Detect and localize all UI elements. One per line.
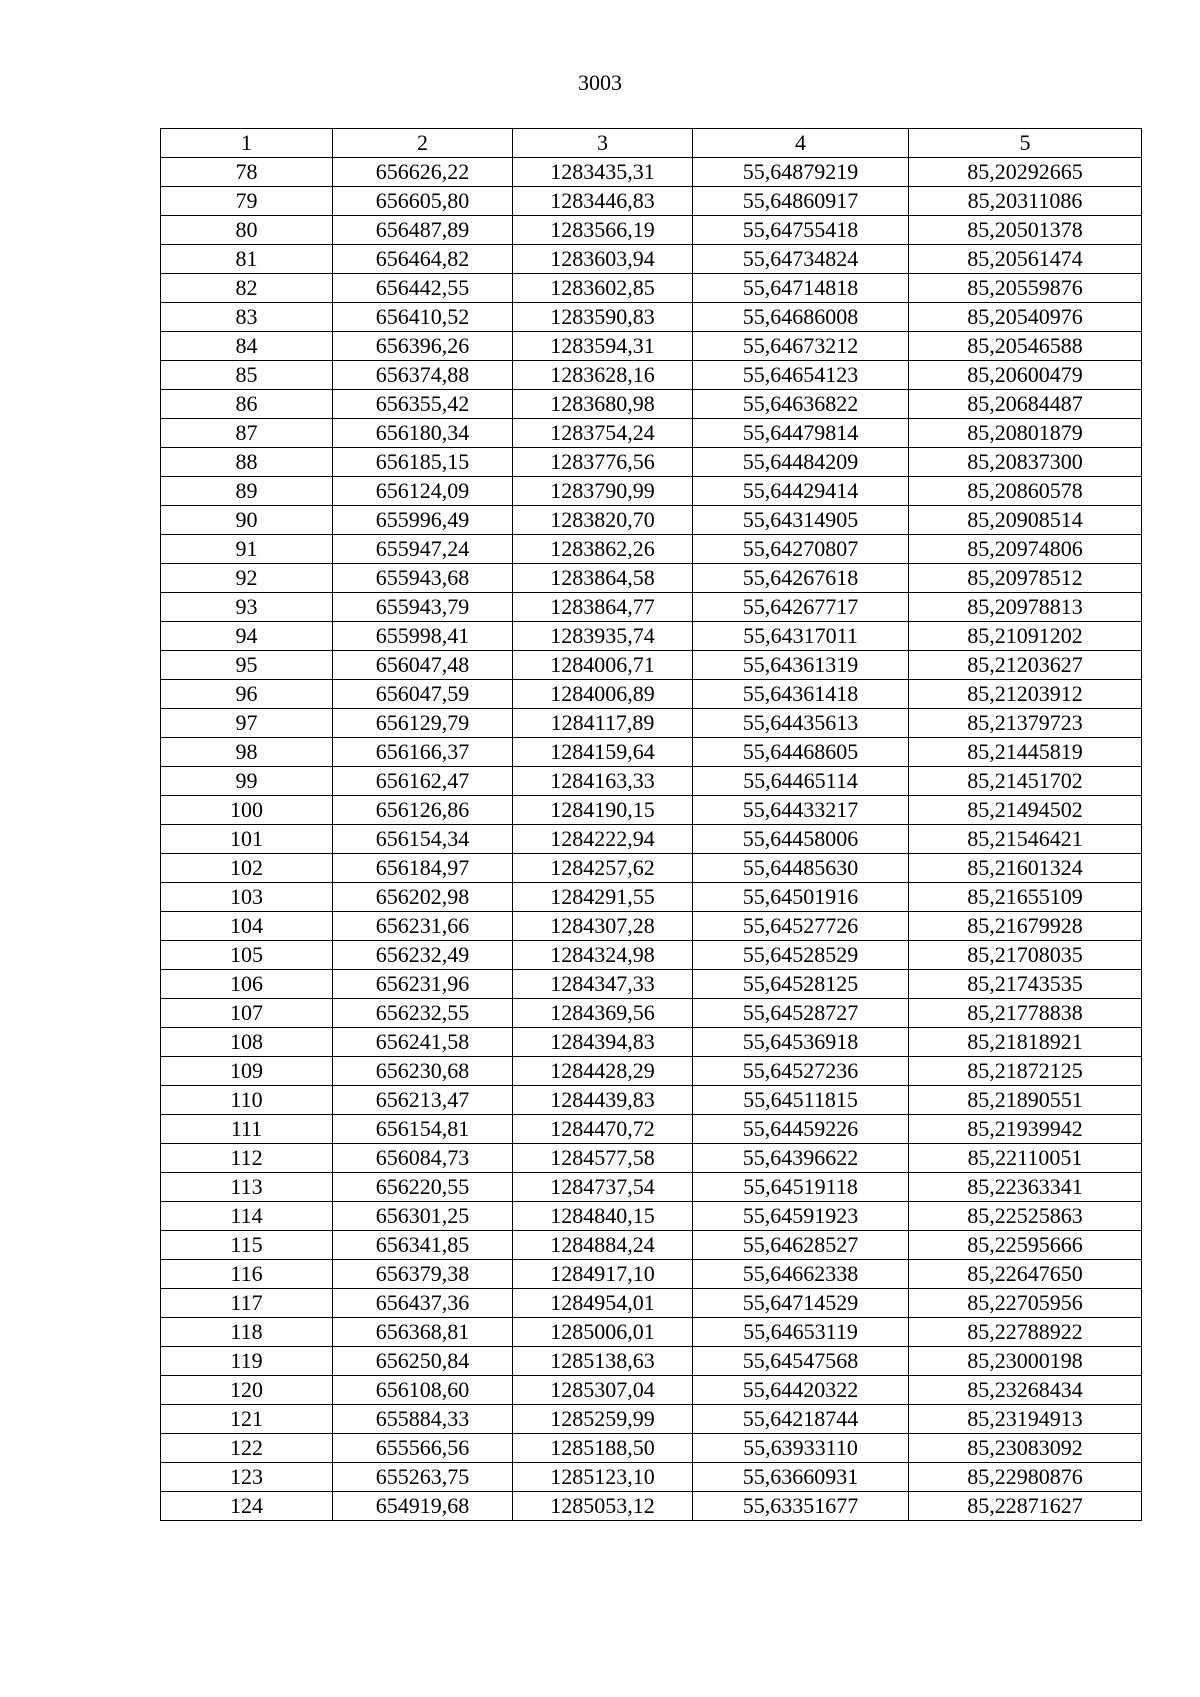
table-row [161,448,1142,477]
table-row [161,593,1142,622]
table-row [161,1318,1142,1347]
table-cell: 656154,34 [333,825,513,854]
table-cell: 55,64468605 [693,738,909,767]
table-cell: 55,64879219 [693,158,909,187]
table-row [161,419,1142,448]
table-cell: 655566,56 [333,1434,513,1463]
table-cell: 656374,88 [333,361,513,390]
table-cell: 85,21939942 [909,1115,1142,1144]
table-cell: 85,20978512 [909,564,1142,593]
table-cell: 656437,36 [333,1289,513,1318]
table-cell: 85,22595666 [909,1231,1142,1260]
table-cell: 85,20978813 [909,593,1142,622]
table-cell: 1284117,89 [513,709,693,738]
table-cell: 55,64860917 [693,187,909,216]
table-row [161,158,1142,187]
table-cell: 85,20684487 [909,390,1142,419]
table-cell: 1283446,83 [513,187,693,216]
table-cell: 656379,38 [333,1260,513,1289]
table-cell: 1284347,33 [513,970,693,999]
table-row [161,709,1142,738]
table-row [161,1405,1142,1434]
table-row [161,1173,1142,1202]
table-cell: 656185,15 [333,448,513,477]
table-row [161,970,1142,999]
table-cell: 1283864,77 [513,593,693,622]
table-cell: 1283602,85 [513,274,693,303]
table-cell: 85,23000198 [909,1347,1142,1376]
table-cell: 85,21743535 [909,970,1142,999]
table-row [161,1115,1142,1144]
table-cell: 85 [161,361,333,390]
table-cell: 656626,22 [333,158,513,187]
table-cell: 656487,89 [333,216,513,245]
table-body [161,158,1142,1521]
table-cell: 124 [161,1492,333,1521]
coordinates-table [160,128,1142,1521]
table-cell: 1283935,74 [513,622,693,651]
table-cell: 55,64218744 [693,1405,909,1434]
table-cell: 90 [161,506,333,535]
table-cell: 55,64734824 [693,245,909,274]
table-row [161,1057,1142,1086]
table-cell: 85,23268434 [909,1376,1142,1405]
table-row [161,1376,1142,1405]
table-cell: 85,22980876 [909,1463,1142,1492]
table-cell: 55,64653119 [693,1318,909,1347]
table-cell: 85,22871627 [909,1492,1142,1521]
table-cell: 103 [161,883,333,912]
table-cell: 655263,75 [333,1463,513,1492]
table-cell: 85,21445819 [909,738,1142,767]
table-row [161,1202,1142,1231]
table-cell: 55,64361319 [693,651,909,680]
table-cell: 55,64501916 [693,883,909,912]
table-cell: 55,64714529 [693,1289,909,1318]
table-cell: 55,64429414 [693,477,909,506]
table-cell: 55,64314905 [693,506,909,535]
table-row [161,506,1142,535]
table-row [161,1347,1142,1376]
table-cell: 85,20501378 [909,216,1142,245]
table-row [161,274,1142,303]
table-row [161,1231,1142,1260]
table-cell: 656220,55 [333,1173,513,1202]
table-cell: 1283680,98 [513,390,693,419]
table-cell: 85,21546421 [909,825,1142,854]
table-row [161,883,1142,912]
table-cell: 55,63933110 [693,1434,909,1463]
table-cell: 112 [161,1144,333,1173]
table-cell: 85,21451702 [909,767,1142,796]
table-cell: 80 [161,216,333,245]
table-cell: 55,63351677 [693,1492,909,1521]
table-cell: 97 [161,709,333,738]
table-cell: 656396,26 [333,332,513,361]
table-cell: 102 [161,854,333,883]
table-cell: 114 [161,1202,333,1231]
table-header-row [161,129,1142,158]
table-cell: 1284291,55 [513,883,693,912]
table-cell: 1284006,71 [513,651,693,680]
table-row [161,1289,1142,1318]
table-cell: 85,20837300 [909,448,1142,477]
table-cell: 95 [161,651,333,680]
table-cell: 1284840,15 [513,1202,693,1231]
table-cell: 94 [161,622,333,651]
table-cell: 99 [161,767,333,796]
table-cell: 1284159,64 [513,738,693,767]
table-cell: 122 [161,1434,333,1463]
table-cell: 656241,58 [333,1028,513,1057]
table-cell: 85,22705956 [909,1289,1142,1318]
table-cell: 83 [161,303,333,332]
table-cell: 55,64459226 [693,1115,909,1144]
table-cell: 116 [161,1260,333,1289]
table-cell: 55,64267717 [693,593,909,622]
table-cell: 101 [161,825,333,854]
table-cell: 1283566,19 [513,216,693,245]
table-cell: 656464,82 [333,245,513,274]
table-cell: 79 [161,187,333,216]
table-cell: 85,20561474 [909,245,1142,274]
table-cell: 1284394,83 [513,1028,693,1057]
table-cell: 656047,59 [333,680,513,709]
table-cell: 85,21778838 [909,999,1142,1028]
table-cell: 87 [161,419,333,448]
table-cell: 55,64433217 [693,796,909,825]
table-cell: 1283603,94 [513,245,693,274]
table-cell: 119 [161,1347,333,1376]
table-cell: 120 [161,1376,333,1405]
table-cell: 1283862,26 [513,535,693,564]
table-cell: 656129,79 [333,709,513,738]
table-cell: 656232,55 [333,999,513,1028]
table-cell: 113 [161,1173,333,1202]
table-cell: 655998,41 [333,622,513,651]
table-cell: 656250,84 [333,1347,513,1376]
table-cell: 656084,73 [333,1144,513,1173]
table-cell: 1283790,99 [513,477,693,506]
table-cell: 88 [161,448,333,477]
table-cell: 85,21601324 [909,854,1142,883]
table-cell: 655996,49 [333,506,513,535]
table-cell: 1285138,63 [513,1347,693,1376]
column-header: 3 [513,129,693,158]
table-row [161,680,1142,709]
table-cell: 1283590,83 [513,303,693,332]
table-cell: 656230,68 [333,1057,513,1086]
table-cell: 55,64628527 [693,1231,909,1260]
table-cell: 1283864,58 [513,564,693,593]
table-cell: 85,20540976 [909,303,1142,332]
table-cell: 85,23194913 [909,1405,1142,1434]
table-cell: 1283594,31 [513,332,693,361]
table-cell: 85,21818921 [909,1028,1142,1057]
table-cell: 1283628,16 [513,361,693,390]
table-row [161,477,1142,506]
table-cell: 654919,68 [333,1492,513,1521]
table-cell: 117 [161,1289,333,1318]
table-cell: 55,64528529 [693,941,909,970]
table-cell: 655884,33 [333,1405,513,1434]
table-cell: 55,64317011 [693,622,909,651]
table-cell: 82 [161,274,333,303]
table-cell: 96 [161,680,333,709]
table-cell: 55,64361418 [693,680,909,709]
table-cell: 86 [161,390,333,419]
table-cell: 105 [161,941,333,970]
table-row [161,1463,1142,1492]
table-cell: 55,64528125 [693,970,909,999]
table-cell: 55,64465114 [693,767,909,796]
table-cell: 1284884,24 [513,1231,693,1260]
table-cell: 55,64714818 [693,274,909,303]
table-cell: 1284190,15 [513,796,693,825]
table-cell: 1284257,62 [513,854,693,883]
table-cell: 55,64527726 [693,912,909,941]
table-cell: 121 [161,1405,333,1434]
table-cell: 85,21494502 [909,796,1142,825]
table-cell: 89 [161,477,333,506]
table-row [161,738,1142,767]
table-cell: 656213,47 [333,1086,513,1115]
table-cell: 1284954,01 [513,1289,693,1318]
table-cell: 55,64484209 [693,448,909,477]
table-row [161,622,1142,651]
table-cell: 655943,68 [333,564,513,593]
table-cell: 85,22110051 [909,1144,1142,1173]
table-cell: 55,64673212 [693,332,909,361]
table-cell: 1284307,28 [513,912,693,941]
table-row [161,1144,1142,1173]
table-row [161,912,1142,941]
table-cell: 85,20974806 [909,535,1142,564]
table-row [161,767,1142,796]
table-cell: 85,21872125 [909,1057,1142,1086]
table-cell: 55,64686008 [693,303,909,332]
table-cell: 656162,47 [333,767,513,796]
table-cell: 85,20860578 [909,477,1142,506]
table-cell: 85,22647650 [909,1260,1142,1289]
table-cell: 656184,97 [333,854,513,883]
table-cell: 656180,34 [333,419,513,448]
table-cell: 656231,96 [333,970,513,999]
table-cell: 92 [161,564,333,593]
table-cell: 106 [161,970,333,999]
table-row [161,1434,1142,1463]
table-cell: 85,21655109 [909,883,1142,912]
table-cell: 55,64270807 [693,535,909,564]
table-cell: 1285053,12 [513,1492,693,1521]
table-cell: 55,64527236 [693,1057,909,1086]
table-cell: 1285006,01 [513,1318,693,1347]
column-header: 1 [161,129,333,158]
table-cell: 1284222,94 [513,825,693,854]
table-row [161,651,1142,680]
table-cell: 656231,66 [333,912,513,941]
table-cell: 55,64458006 [693,825,909,854]
table-cell: 1285123,10 [513,1463,693,1492]
table-cell: 55,64654123 [693,361,909,390]
table-cell: 1284917,10 [513,1260,693,1289]
table-cell: 85,20908514 [909,506,1142,535]
table-cell: 655943,79 [333,593,513,622]
table-cell: 656410,52 [333,303,513,332]
column-header: 2 [333,129,513,158]
table-cell: 656341,85 [333,1231,513,1260]
table-row [161,390,1142,419]
table-cell: 55,64755418 [693,216,909,245]
table-cell: 656166,37 [333,738,513,767]
table-row [161,361,1142,390]
table-cell: 1284577,58 [513,1144,693,1173]
table-cell: 1285188,50 [513,1434,693,1463]
table-cell: 108 [161,1028,333,1057]
table-cell: 81 [161,245,333,274]
table-cell: 55,63660931 [693,1463,909,1492]
table-cell: 656154,81 [333,1115,513,1144]
table-cell: 1283776,56 [513,448,693,477]
table-row [161,332,1142,361]
table-cell: 55,64636822 [693,390,909,419]
table-row [161,187,1142,216]
table-cell: 55,64547568 [693,1347,909,1376]
table-row [161,941,1142,970]
table-cell: 85,22788922 [909,1318,1142,1347]
table-cell: 1285307,04 [513,1376,693,1405]
table-cell: 1283754,24 [513,419,693,448]
table-cell: 1284470,72 [513,1115,693,1144]
table-cell: 55,64420322 [693,1376,909,1405]
table-cell: 91 [161,535,333,564]
table-cell: 85,20311086 [909,187,1142,216]
table-row [161,1086,1142,1115]
table-cell: 85,22525863 [909,1202,1142,1231]
table-cell: 55,64267618 [693,564,909,593]
table-row [161,535,1142,564]
table-cell: 110 [161,1086,333,1115]
table-cell: 55,64662338 [693,1260,909,1289]
table-cell: 656442,55 [333,274,513,303]
table-cell: 85,21379723 [909,709,1142,738]
table-cell: 55,64511815 [693,1086,909,1115]
table-cell: 85,20559876 [909,274,1142,303]
table-cell: 1283435,31 [513,158,693,187]
table-cell: 85,21890551 [909,1086,1142,1115]
table-cell: 85,21091202 [909,622,1142,651]
table-cell: 93 [161,593,333,622]
table-cell: 1284163,33 [513,767,693,796]
table-cell: 118 [161,1318,333,1347]
table-cell: 656605,80 [333,187,513,216]
table-cell: 656108,60 [333,1376,513,1405]
table-cell: 109 [161,1057,333,1086]
table-cell: 115 [161,1231,333,1260]
table-row [161,1260,1142,1289]
table-cell: 78 [161,158,333,187]
table-cell: 1283820,70 [513,506,693,535]
table-cell: 111 [161,1115,333,1144]
table-cell: 55,64536918 [693,1028,909,1057]
table-cell: 656355,42 [333,390,513,419]
table-row [161,303,1142,332]
table-row [161,216,1142,245]
table-cell: 55,64528727 [693,999,909,1028]
table-row [161,854,1142,883]
table-cell: 85,20801879 [909,419,1142,448]
table-row [161,825,1142,854]
table-cell: 656202,98 [333,883,513,912]
table-cell: 85,21708035 [909,941,1142,970]
table-cell: 55,64591923 [693,1202,909,1231]
table-cell: 85,23083092 [909,1434,1142,1463]
table-cell: 100 [161,796,333,825]
table-row [161,1492,1142,1521]
table-cell: 55,64396622 [693,1144,909,1173]
table-cell: 55,64485630 [693,854,909,883]
table-row [161,1028,1142,1057]
column-header: 5 [909,129,1142,158]
table-cell: 107 [161,999,333,1028]
table-cell: 85,21203912 [909,680,1142,709]
table-cell: 1284737,54 [513,1173,693,1202]
table-cell: 85,20600479 [909,361,1142,390]
table-row [161,564,1142,593]
table-row [161,245,1142,274]
column-header: 4 [693,129,909,158]
table-cell: 104 [161,912,333,941]
table-cell: 1284006,89 [513,680,693,709]
table-cell: 655947,24 [333,535,513,564]
table-cell: 85,20546588 [909,332,1142,361]
table-cell: 656047,48 [333,651,513,680]
table-cell: 84 [161,332,333,361]
table-cell: 98 [161,738,333,767]
table-cell: 656232,49 [333,941,513,970]
table-cell: 1284324,98 [513,941,693,970]
table-cell: 656126,86 [333,796,513,825]
table-cell: 55,64519118 [693,1173,909,1202]
table-cell: 123 [161,1463,333,1492]
table-cell: 85,22363341 [909,1173,1142,1202]
table-cell: 1284428,29 [513,1057,693,1086]
table-row [161,999,1142,1028]
table-row [161,796,1142,825]
page-number: 3003 [578,70,622,95]
table-cell: 85,21679928 [909,912,1142,941]
table-cell: 55,64479814 [693,419,909,448]
table-cell: 1285259,99 [513,1405,693,1434]
table-cell: 656368,81 [333,1318,513,1347]
table-cell: 1284369,56 [513,999,693,1028]
table-cell: 656124,09 [333,477,513,506]
table-cell: 55,64435613 [693,709,909,738]
table-cell: 1284439,83 [513,1086,693,1115]
table-cell: 656301,25 [333,1202,513,1231]
table-cell: 85,20292665 [909,158,1142,187]
table-cell: 85,21203627 [909,651,1142,680]
